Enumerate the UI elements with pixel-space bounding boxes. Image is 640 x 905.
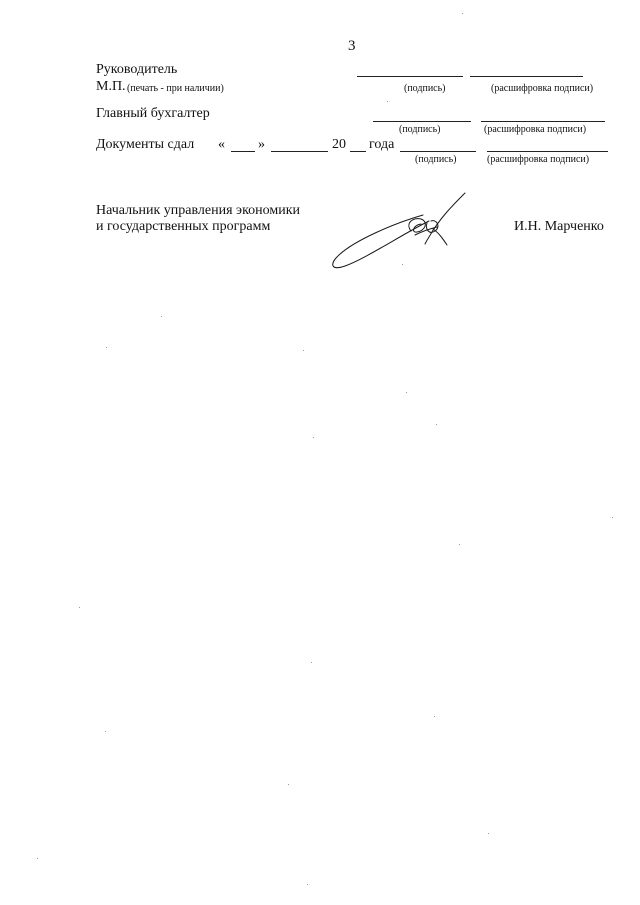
stamp-note: (печать - при наличии) <box>127 83 224 94</box>
scan-speck <box>37 858 38 859</box>
submitted-decoding-caption: (расшифровка подписи) <box>487 154 590 165</box>
accountant-signature-caption: (подпись) <box>399 124 441 135</box>
signatory-name: И.Н. Марченко <box>514 219 604 234</box>
month-line <box>271 151 328 152</box>
head-label: Руководитель <box>96 62 178 77</box>
submitted-decoding-line <box>487 151 608 152</box>
day-line <box>231 151 255 152</box>
quote-close: » <box>258 137 265 152</box>
scan-speck <box>288 784 289 785</box>
scan-speck <box>402 264 403 265</box>
signatory-position-line2: и государственных программ <box>96 219 271 234</box>
page-number: 3 <box>348 38 356 54</box>
scan-speck <box>434 716 435 717</box>
head-decoding-caption: (расшифровка подписи) <box>491 83 594 94</box>
scan-speck <box>459 544 460 545</box>
scan-speck <box>161 316 162 317</box>
scan-speck <box>307 884 308 885</box>
scan-speck <box>311 662 312 663</box>
handwritten-signature <box>325 185 475 275</box>
scan-speck <box>313 437 314 438</box>
scan-speck <box>106 347 107 348</box>
scan-speck <box>436 424 437 425</box>
scan-speck <box>612 517 613 518</box>
scan-speck <box>79 607 80 608</box>
accountant-decoding-caption: (расшифровка подписи) <box>484 124 587 135</box>
submitted-signature-line <box>400 151 476 152</box>
year-prefix: 20 <box>332 137 346 152</box>
chief-accountant-label: Главный бухгалтер <box>96 106 210 121</box>
head-signature-line <box>357 76 463 77</box>
stamp-label: М.П. <box>96 79 126 94</box>
scan-speck <box>406 392 407 393</box>
scan-speck <box>488 833 489 834</box>
year-line <box>350 151 366 152</box>
accountant-signature-line <box>373 121 471 122</box>
scan-speck <box>462 13 463 14</box>
signatory-position-line1: Начальник управления экономики <box>96 203 301 218</box>
year-suffix: года <box>369 137 395 152</box>
scan-speck <box>303 350 304 351</box>
scan-speck <box>105 731 106 732</box>
head-decoding-line <box>470 76 583 77</box>
accountant-decoding-line <box>481 121 605 122</box>
submitted-label: Документы сдал <box>96 137 195 152</box>
quote-open: « <box>218 137 225 152</box>
head-signature-caption: (подпись) <box>404 83 446 94</box>
scan-speck <box>387 101 388 102</box>
submitted-signature-caption: (подпись) <box>415 154 457 165</box>
